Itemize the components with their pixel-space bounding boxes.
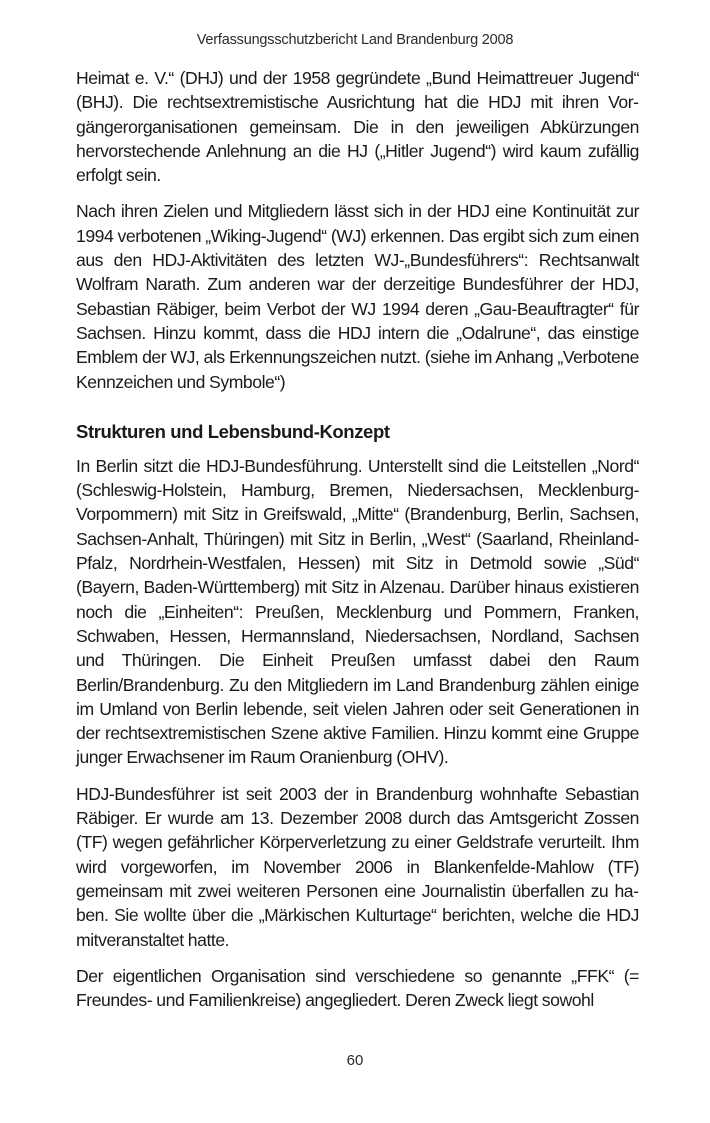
section-heading: Strukturen und Lebensbund-Konzept — [76, 420, 390, 442]
paragraph: Heimat e. V.“ (DHJ) und der 1958 gegründete „Bund Heimattreuer Jugend“ (BHJ). Die rechtsextremistische Ausrichtung hat die HDJ mit ihren Vorgängerorganisationen gemeinsam. Die in den jeweiligen Abkürzungen hervorstechende Anlehnung an die HJ („Hitler Jugend“) wird kaum zufällig erfolgt sein. — [76, 68, 639, 186]
running-header: Verfassungsschutzbericht Land Brandenburg 2008 — [196, 32, 514, 48]
paragraph: Nach ihren Zielen und Mitgliedern lässt sich in der HDJ eine Kontinuität zur 1994 verbotenen „Wiking-Jugend“ (WJ) erkennen. Das ergibt sich zum einen aus den HDJ-Aktivitäten des letzten WJ-„Bundesführers“: Rechtsanwalt Wolfram Narath. Zum anderen war der derzeitige Bundesführer der HDJ, Sebastian Räbiger, beim Verbot der WJ 1994 deren „Gau-Beauftragter“ für Sachsen. Hinzu kommt, dass die HDJ intern die „Odalrune“, das einstige Emblem der WJ, als Erkennungszeichen nutzt. (siehe im Anhang „Verbotene Kennzeichen und Symbole“) — [76, 201, 639, 392]
paragraph: Der eigentlichen Organisation sind verschiedene so genannte „FFK“ (= Freundes- und Familienkreise) angegliedert. Deren Zweck liegt sowohl — [76, 965, 639, 1011]
page-number: 60 — [346, 1052, 364, 1069]
paragraph: In Berlin sitzt die HDJ-Bundesführung. Unterstellt sind die Leitstellen „Nord“ (Schleswig-Holstein, Hamburg, Bremen, Niedersachsen, Mecklenburg-Vorpommern) mit Sitz in Greifswald, „Mitte“ (Brandenburg, Berlin, Sachsen, Sachsen-Anhalt, Thüringen) mit Sitz in Berlin, „West“ (Saarland, Rheinland-Pfalz, Nordrhein-Westfalen, Hessen) mit Sitz in Detmold sowie „Süd“ (Bayern, Baden-Württemberg) mit Sitz in Alzenau. Darüber hinaus existieren noch die „Einheiten“: Preußen, Mecklenburg und Pommern, Franken, Schwaben, Hessen, Hermannsland, Niedersachsen, Nordland, Sachsen und Thüringen. Die Einheit Preußen umfasst dabei den Raum Berlin/Brandenburg. Zu den Mitgliedern im Land Brandenburg zählen einige im Umland von Berlin lebende, seit vielen Jahren oder seit Generationen in der rechtsextremistischen Szene aktive Familien. Hinzu kommt eine Gruppe junger Erwachsener im Raum Oranienburg (OHV). — [76, 455, 639, 768]
paragraph: HDJ-Bundesführer ist seit 2003 der in Brandenburg wohnhafte Sebastian Räbiger. Er wurde am 13. Dezember 2008 durch das Amtsgericht Zossen (TF) wegen gefährlicher Körperverletzung zu einer Geldstrafe verurteilt. Ihm wird vorgeworfen, im November 2006 in Blankenfelde-Mahlow (TF) gemeinsam mit zwei weiteren Personen eine Journalistin überfallen zu haben. Sie wollte über die „Märkischen Kulturtage“ berichten, welche die HDJ mitveranstaltet hatte. — [76, 783, 639, 950]
body-text — [76, 66, 639, 1012]
